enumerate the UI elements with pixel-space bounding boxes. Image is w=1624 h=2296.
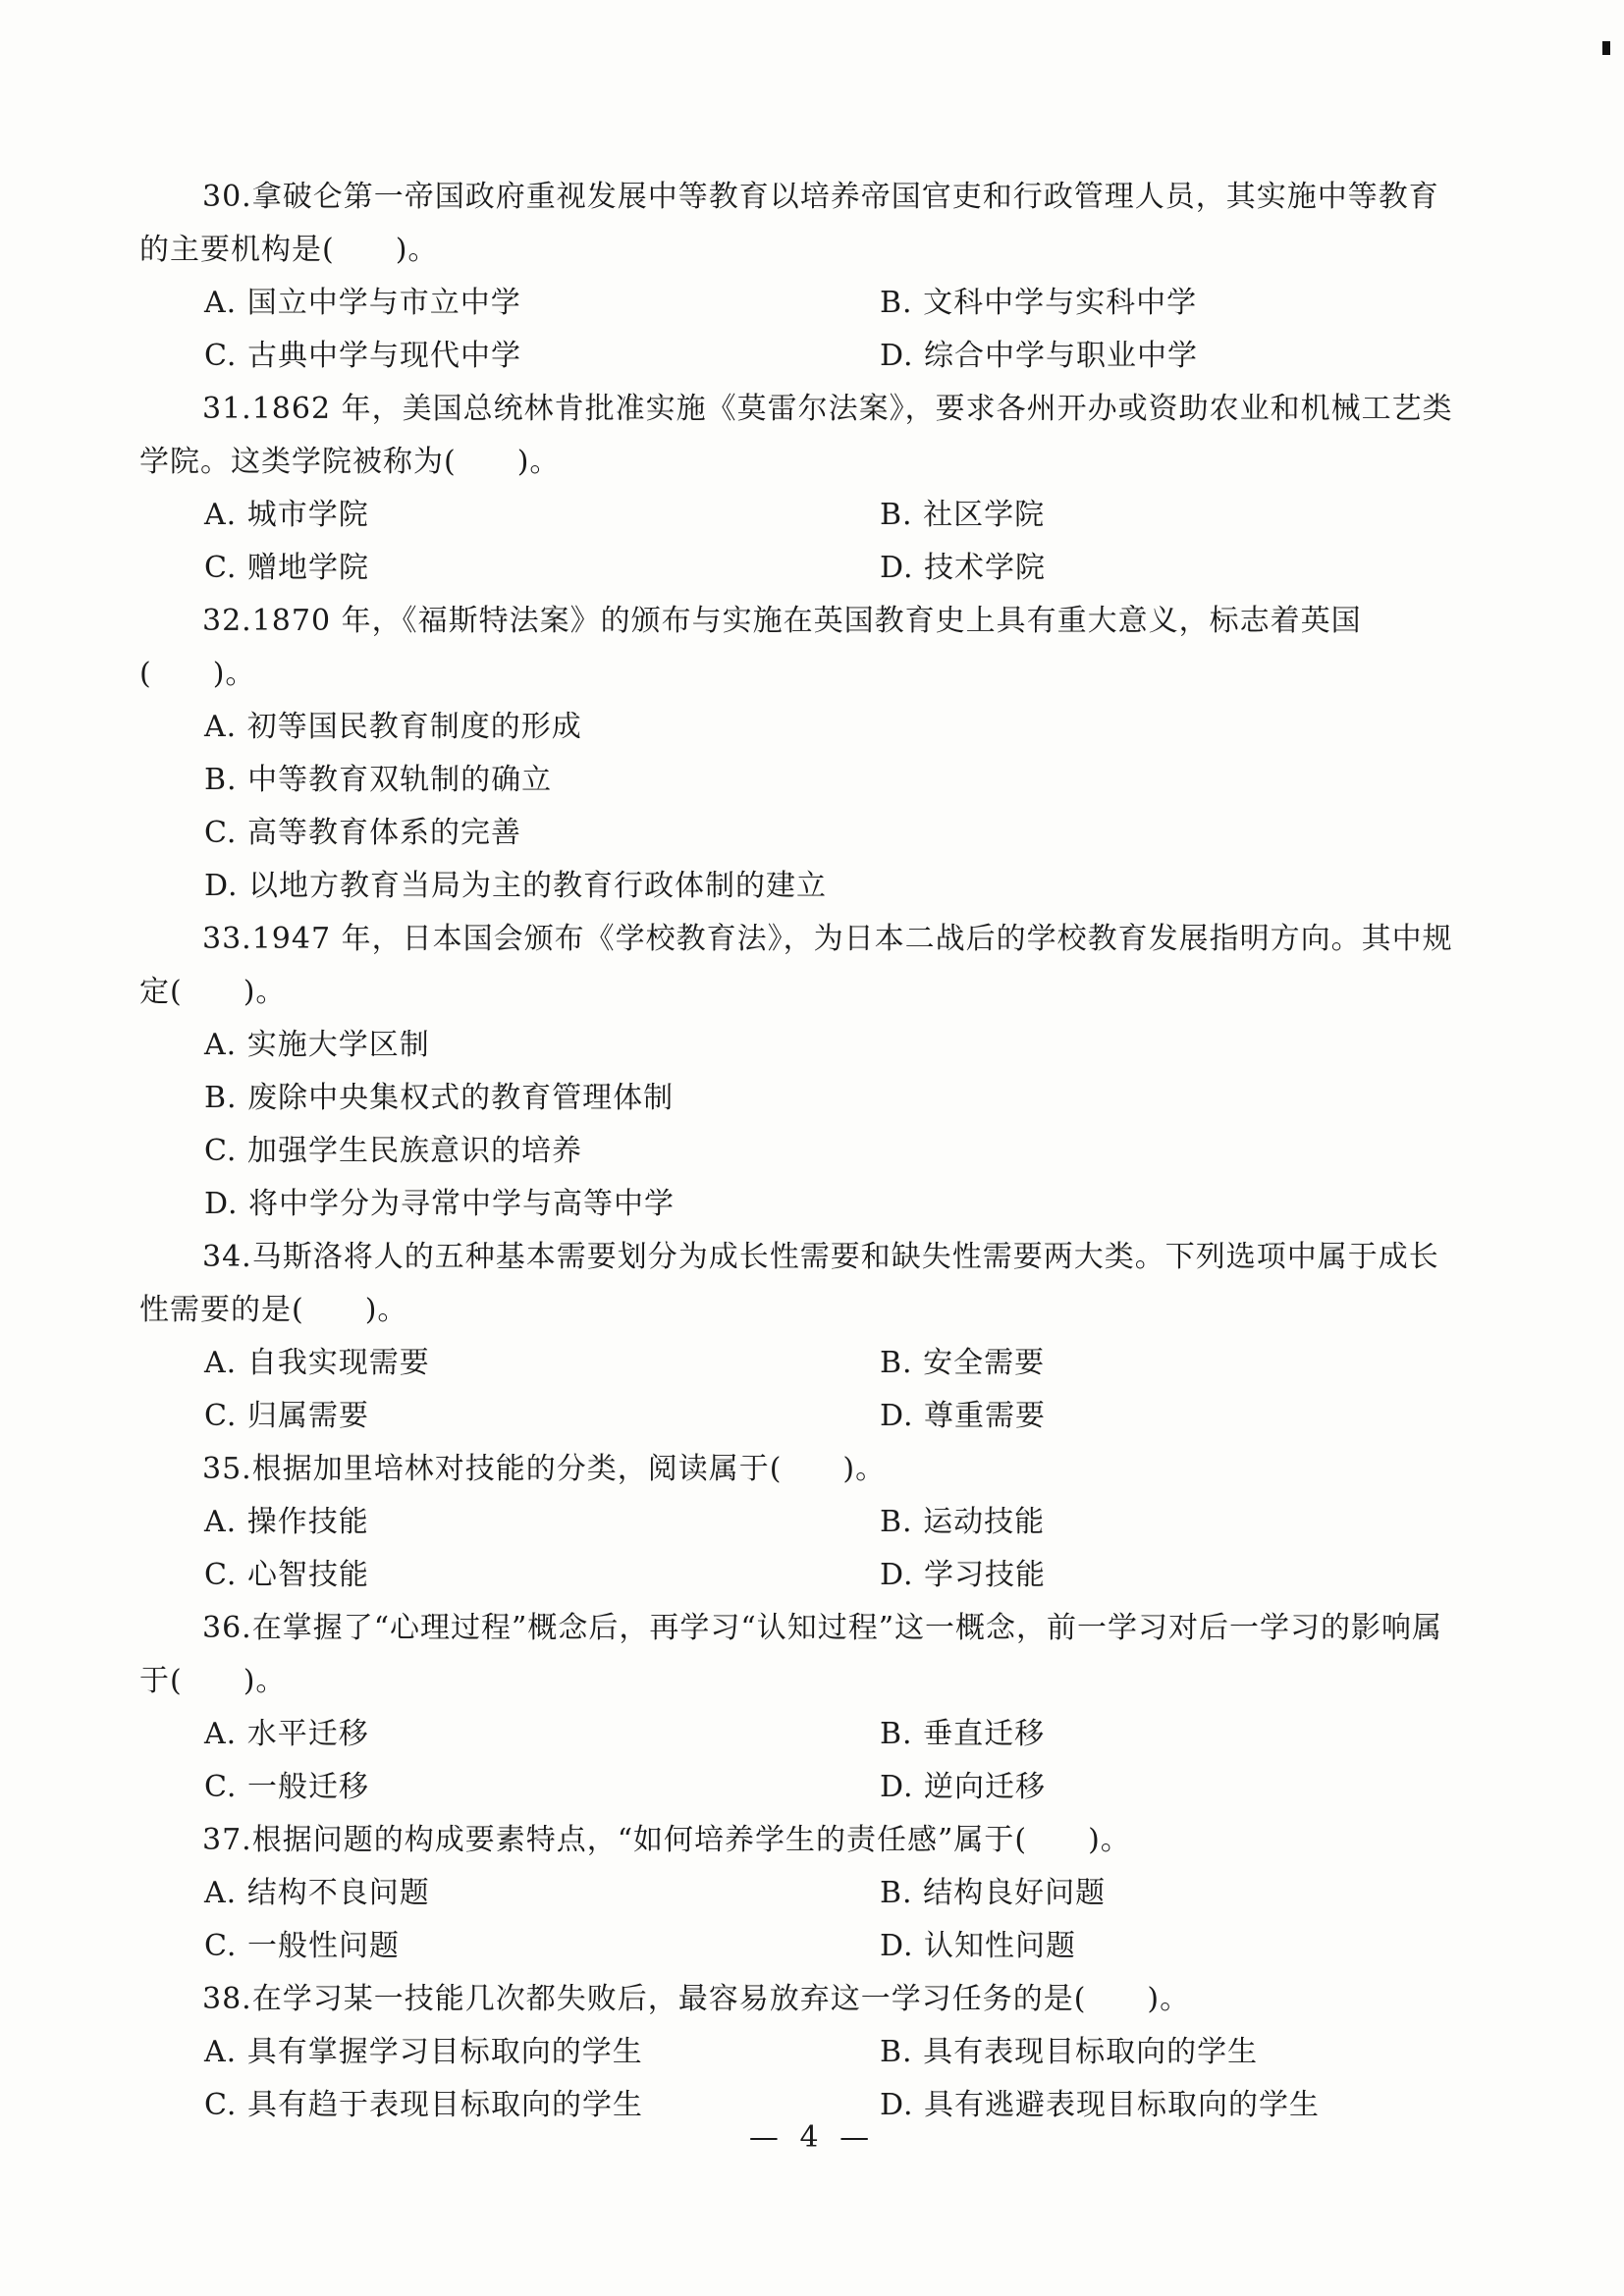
question-stem: 34.马斯洛将人的五种基本需要划分为成长性需要和缺失性需要两大类。下列选项中属于成长性需要的是( )。	[139, 1240, 1439, 1327]
question-30	[139, 171, 1460, 383]
question-33	[139, 913, 1460, 1231]
option-c: C. 古典中学与现代中学	[204, 339, 521, 373]
option-b: B. 文科中学与实科中学	[880, 286, 1198, 320]
option-c: C. 赠地学院	[204, 551, 369, 585]
option-a: A. 自我实现需要	[204, 1346, 430, 1380]
option-a: A. 水平迁移	[204, 1717, 369, 1751]
option-d: D. 尊重需要	[880, 1399, 1047, 1433]
option-b: B. 垂直迁移	[880, 1717, 1046, 1751]
option-b: B. 废除中央集权式的教育管理体制	[204, 1081, 675, 1115]
question-stem: 35.根据加里培林对技能的分类，阅读属于( )。	[202, 1452, 887, 1486]
question-stem: 33.1947 年，日本国会颁布《学校教育法》，为日本二战后的学校教育发展指明方向。其中规定( )。	[139, 922, 1453, 1009]
question-31	[139, 383, 1460, 595]
question-stem: 31.1862 年，美国总统林肯批准实施《莫雷尔法案》，要求各州开办或资助农业和机械工艺类学院。这类学院被称为( )。	[139, 392, 1453, 479]
option-d: D. 综合中学与职业中学	[880, 339, 1199, 373]
question-stem: 30.拿破仑第一帝国政府重视发展中等教育以培养帝国官吏和行政管理人员，其实施中等教育的主要机构是( )。	[139, 180, 1439, 267]
option-d: D. 逆向迁移	[880, 1770, 1047, 1804]
scan-corner-mark	[1602, 41, 1610, 55]
option-a: A. 实施大学区制	[204, 1028, 430, 1062]
option-b: B. 结构良好问题	[880, 1876, 1107, 1910]
options	[139, 1337, 1460, 1443]
question-32	[139, 595, 1460, 913]
option-c: C. 归属需要	[204, 1399, 369, 1433]
options	[139, 1708, 1460, 1814]
option-a: A. 城市学院	[204, 498, 369, 532]
option-b: B. 中等教育双轨制的确立	[204, 763, 553, 797]
option-c: C. 一般迁移	[204, 1770, 369, 1804]
options	[139, 1019, 1460, 1231]
option-a: A. 具有掌握学习目标取向的学生	[204, 2035, 643, 2069]
option-b: B. 社区学院	[880, 498, 1046, 532]
option-d: D. 以地方教育当局为主的教育行政体制的建立	[204, 869, 828, 903]
question-stem: 37.根据问题的构成要素特点，“如何培养学生的责任感”属于( )。	[202, 1823, 1131, 1857]
option-a: A. 国立中学与市立中学	[204, 286, 521, 320]
question-37	[139, 1814, 1460, 1973]
option-c: C. 心智技能	[204, 1558, 369, 1592]
question-stem: 38.在学习某一技能几次都失败后，最容易放弃这一学习任务的是( )。	[202, 1982, 1191, 2016]
question-34	[139, 1231, 1460, 1443]
question-list	[139, 171, 1460, 2132]
option-c: C. 加强学生民族意识的培养	[204, 1134, 582, 1168]
question-38	[139, 1973, 1460, 2132]
option-d: D. 具有逃避表现目标取向的学生	[880, 2088, 1321, 2122]
option-b: B. 安全需要	[880, 1346, 1046, 1380]
question-35	[139, 1443, 1460, 1602]
options	[139, 1496, 1460, 1602]
options	[139, 2026, 1460, 2132]
option-a: A. 操作技能	[204, 1505, 369, 1539]
question-stem: 32.1870 年，《福斯特法案》的颁布与实施在英国教育史上具有重大意义，标志着英国( )。	[139, 604, 1362, 691]
option-d: D. 认知性问题	[880, 1929, 1077, 1963]
option-d: D. 将中学分为寻常中学与高等中学	[204, 1187, 676, 1221]
option-a: A. 结构不良问题	[204, 1876, 430, 1910]
page-number: — 4 —	[748, 2120, 876, 2155]
option-a: A. 初等国民教育制度的形成	[204, 710, 582, 744]
question-stem: 36.在掌握了“心理过程”概念后，再学习“认知过程”这一概念，前一学习对后一学习的影响属于( )。	[139, 1611, 1443, 1698]
option-d: D. 技术学院	[880, 551, 1047, 585]
question-36	[139, 1602, 1460, 1814]
options	[139, 489, 1460, 595]
options	[139, 701, 1460, 913]
option-c: C. 高等教育体系的完善	[204, 816, 521, 850]
option-b: B. 具有表现目标取向的学生	[880, 2035, 1259, 2069]
option-c: C. 一般性问题	[204, 1929, 400, 1963]
option-b: B. 运动技能	[880, 1505, 1046, 1539]
options	[139, 277, 1460, 383]
option-c: C. 具有趋于表现目标取向的学生	[204, 2088, 643, 2122]
option-d: D. 学习技能	[880, 1558, 1047, 1592]
options	[139, 1867, 1460, 1973]
